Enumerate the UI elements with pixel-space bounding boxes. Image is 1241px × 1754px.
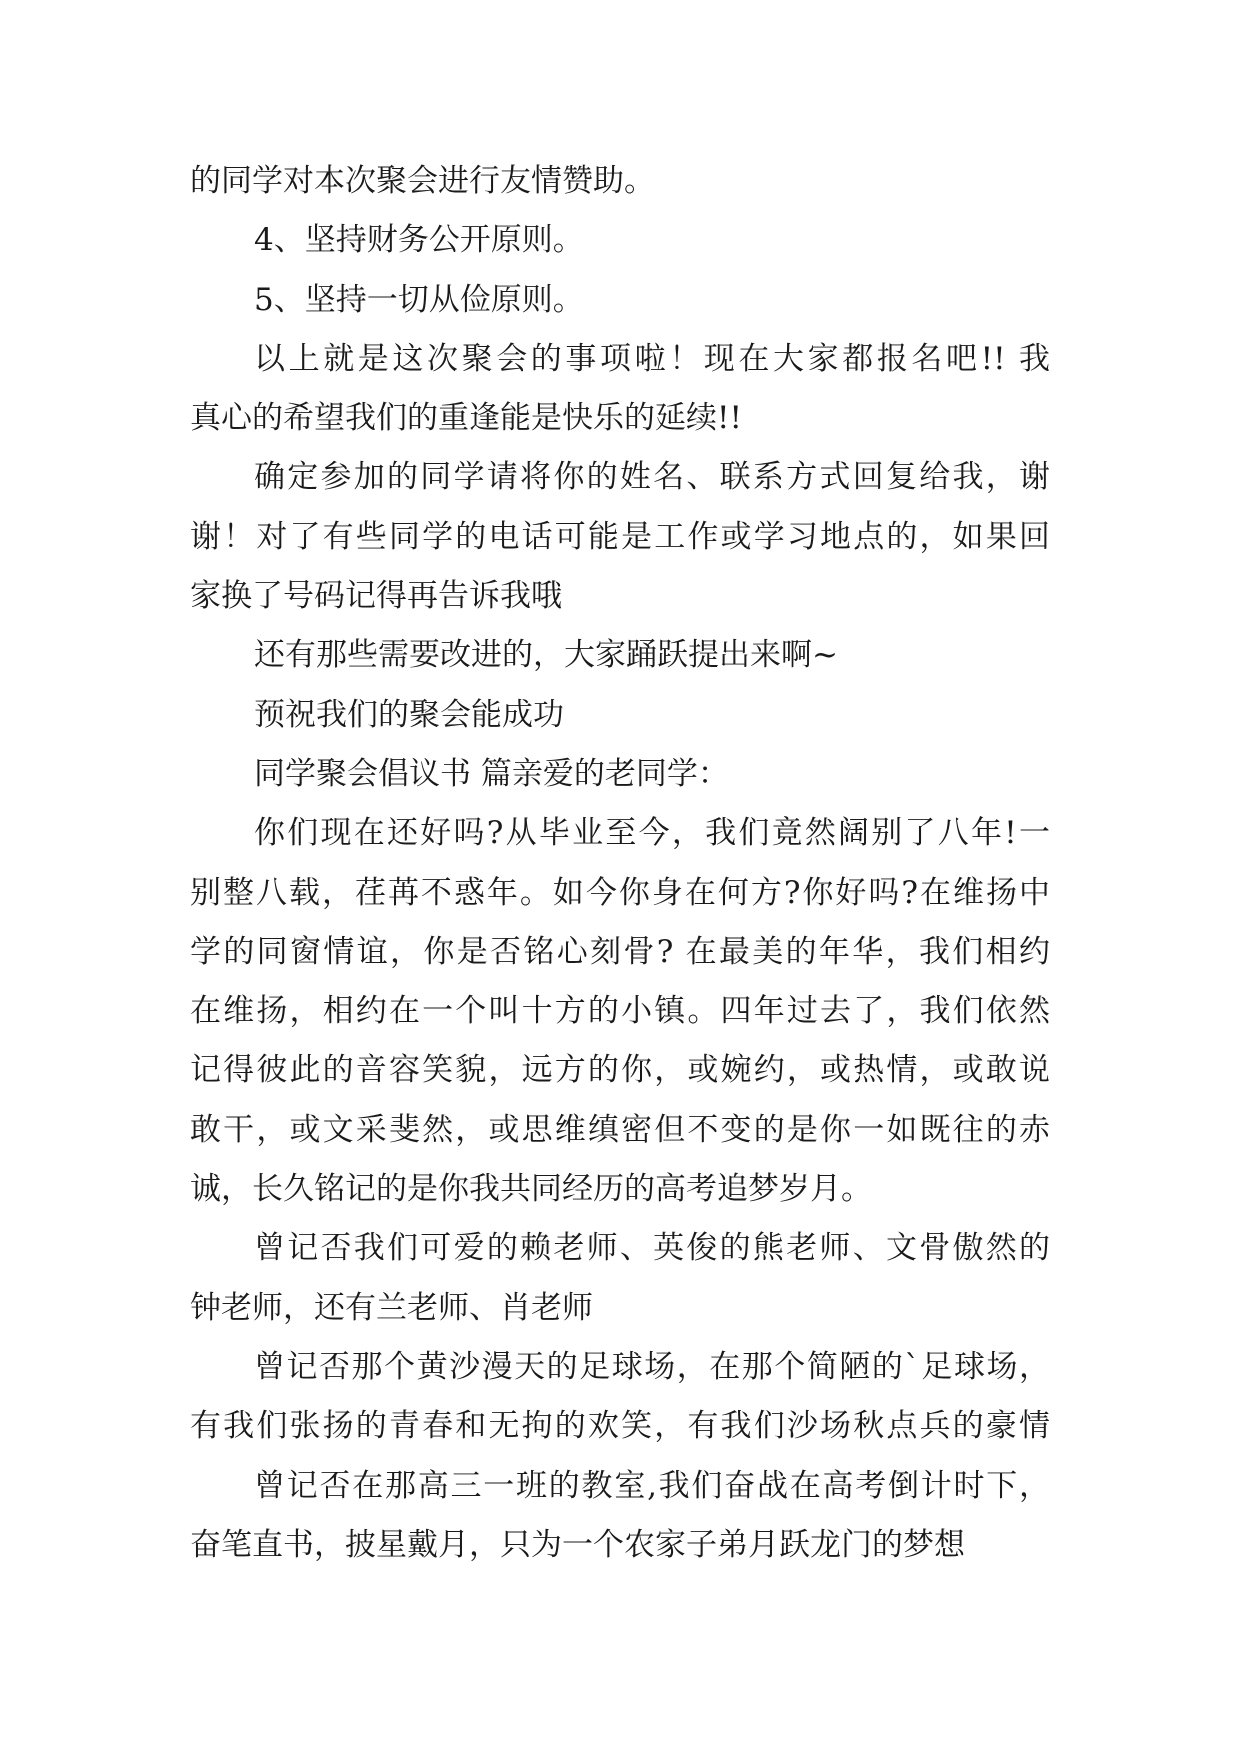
- text-line: 奋笔直书，披星戴月，只为一个农家子弟月跃龙门的梦想: [190, 1526, 965, 1563]
- text-line: 确定参加的同学请将你的姓名、联系方式回复给我，谢: [254, 459, 1050, 496]
- body-text: [190, 152, 1050, 1575]
- text-line: 家换了号码记得再告诉我哦: [190, 578, 562, 615]
- text-line: 钟老师，还有兰老师、肖老师: [190, 1289, 593, 1326]
- text-line: 谢！对了有些同学的电话可能是工作或学习地点的，如果回: [190, 518, 1050, 555]
- text-line: 记得彼此的音容笑貌，远方的你，或婉约，或热情，或敢说: [190, 1052, 1050, 1089]
- text-line: 5、坚持一切从俭原则。: [254, 281, 584, 318]
- text-line: 有我们张扬的青春和无拘的欢笑，有我们沙场秋点兵的豪情: [190, 1408, 1050, 1445]
- text-line: 曾记否在那高三一班的教室,我们奋战在高考倒计时下，: [254, 1467, 1050, 1504]
- text-line: 4、坚持财务公开原则。: [254, 222, 584, 259]
- text-line: 别整八载，荏苒不惑年。如今你身在何方?你好吗?在维扬中: [190, 874, 1050, 911]
- text-line: 学的同窗情谊，你是否铭心刻骨? 在最美的年华，我们相约: [190, 933, 1050, 970]
- text-line: 的同学对本次聚会进行友情赞助。: [190, 163, 655, 199]
- text-line: 预祝我们的聚会能成功: [254, 696, 564, 733]
- text-line: 曾记否那个黄沙漫天的足球场，在那个简陋的`足球场，: [254, 1348, 1050, 1385]
- text-line: 同学聚会倡议书 篇亲爱的老同学：: [254, 755, 729, 792]
- text-line: 曾记否我们可爱的赖老师、英俊的熊老师、文骨傲然的: [254, 1230, 1050, 1267]
- text-line: 你们现在还好吗?从毕业至今，我们竟然阔别了八年!一: [254, 815, 1050, 852]
- text-line: 以上就是这次聚会的事项啦！现在大家都报名吧!! 我: [254, 340, 1050, 377]
- text-line: 敢干，或文采斐然，或思维缜密但不变的是你一如既往的赤: [190, 1111, 1050, 1148]
- text-line: 还有那些需要改进的，大家踊跃提出来啊~: [254, 637, 838, 674]
- text-line: 真心的希望我们的重逢能是快乐的延续!!: [190, 400, 742, 437]
- text-line: 在维扬，相约在一个叫十方的小镇。四年过去了，我们依然: [190, 993, 1050, 1030]
- text-line: 诚，长久铭记的是你我共同经历的高考追梦岁月。: [190, 1171, 872, 1208]
